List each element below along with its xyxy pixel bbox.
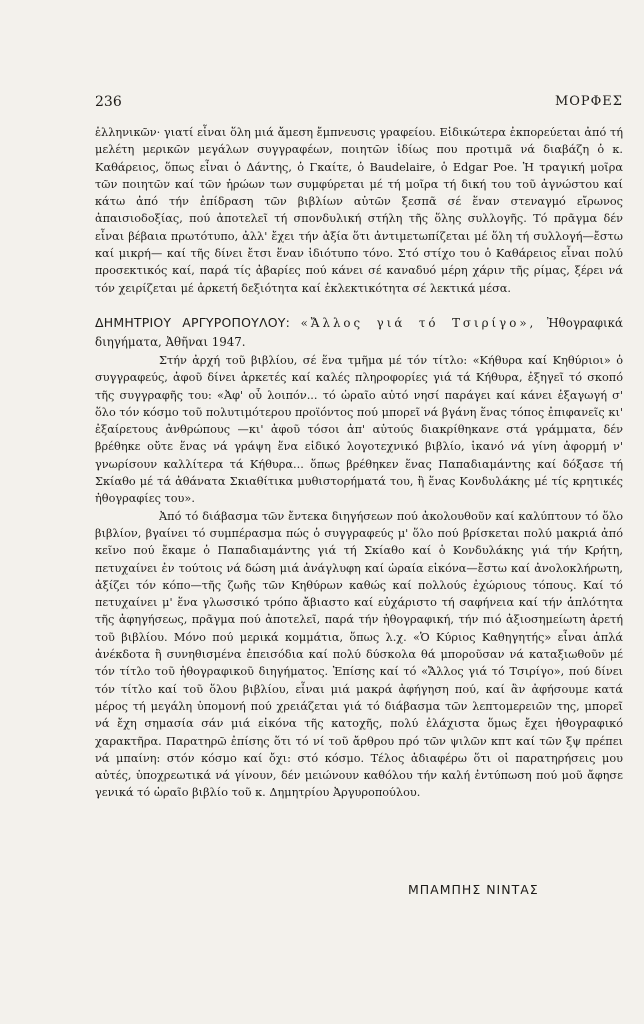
review-heading [95, 313, 623, 352]
body-text [95, 124, 623, 802]
signature: ΜΠΑΜΠΗΣ ΝΙΝΤΑΣ [408, 882, 539, 897]
review-paragraph: Ἀπό τό διάβασμα τῶν ἔντεκα διηγήσεων πού ἀκολουθοῦν καί καλύπτουν τό ὅλο βιβλίον, βγαίνει τό συμπέρασμα πώς ὁ συγγραφεύς μ' ὅλο πού βρίσκεται πολύ μακριά ἀπό κεῖνο πού ἔκαμε ὁ Παπαδιαμάντης γιά τή Σκίαθο καί ὁ Κονδυλάκης γιά τήν Κρήτη, πετυχαίνει ἐν τούτοις νά δώση μιά ἀνάγλυφη καί ὡραία εἰκόνα—ἔστω καί ἀνολοκλήρωτη, ἀξίζει τόν κόπο—τῆς ζωῆς τῶν Κηθύρων καθώς καί πολλούς ἐχώριους τόπους. Καί τό πετυχαίνει μ' ἕνα γλωσσικό τρόπο ἄβιαστο καί εὐχάριστο τή σαφήνεια καί τήν ἁπλότητα τῆς ἀφηγήσεως, πρᾶγμα πού ἀποτελεῖ, παρά τήν ἠθογραφική, τήν πιό ἀξιοσημείωτη ἀρετή τοῦ βιβλίου. Μόνο πού μερικά κομμάτια, ὅπως λ.χ. «Ὁ Κύριος Καθηγητής» εἶναι ἁπλά ἀνέκδοτα ἢ συνηθισμένα ἐπεισόδια καί πολύ δύσκολα θά μποροῦσαν νά καταξιωθοῦν μέ τόν τίτλο τοῦ ἠθογραφικοῦ διηγήματος. Ἐπίσης καί τό «Ἄλλος γιά τό Τσιρίγο», πού δίνει τόν τίτλο καί τοῦ ὅλου βιβλίου, εἶναι μιά μακρά ἀφήγηση πού, καί ἂν ἀφήσουμε κατά μέρος τή μεγάλη ὑπομονή πού χρειάζεται γιά τό διάβασμα τῶν λεπτομερειῶν της, μπορεῖ νά ἔχη σημασία σάν μιά εἰκόνα τῆς κατοχῆς, πολύ ἐλάχιστα ὅμως ἔχει ἠθογραφικό χαρακτῆρα. Παρατηρῶ ἐπίσης ὅτι τό νί τοῦ ἄρθρου πρό τῶν ψιλῶν κπτ καί τῶν ξψ πρέπει νά μπαίνη: στόν κόσμο καί ὄχι: στό κόσμο. Τέλος ἀδιαφέρω ὅτι οἱ παρατηρήσεις μου αὐτές, ὑποχρεωτικά νά γίνουν, δέν μειώνουν καθόλου τήν καλή ἐντύπωση πού μοῦ ἄφησε γενικά τό ὡραῖο βιβλίο τοῦ κ. Δημητρίου Ἀργυροπούλου. [95, 509, 623, 800]
review-subtitle: Ἠθογραφικά διηγήματα, Ἀθῆναι 1947. [95, 315, 624, 349]
continued-paragraph: ἑλληνικῶν· γιατί εἶναι ὅλη μιά ἄμεση ἔμπνευσις γραφείου. Εἰδικώτερα ἐκπορεύεται ἀπό τή μελέτη μερικῶν μεγάλων συγγραφέων, ποιητῶν ἰδίως που προτιμᾶ νά διαβάζη ὁ κ. Καθάρειος, ὅπως εἶναι ὁ Δάντης, ὁ Γκαίτε, ὁ Baudelaire, ὁ Edgar Poe. Ἡ τραγική μοῖρα τῶν ποιητῶν καί τῶν ἡρώων των συμφύρεται μέ τή μοῖρα τή δική του τοῦ ἀγνώστου καί κάτω ἀπό τήν ἐπίδραση τῶν βιβλίων αὐτῶν ξεσπᾶ σέ ἕναν στεναγμό εἴρωνος ἀπαισιοδοξίας, πού ἀποτελεῖ τή σπονδυλική στήλη τῆς ὅλης συλλογῆς. Τό πρᾶγμα δέν εἶναι βέβαια πρωτότυπο, ἀλλ' ἔχει τήν ἀξία ὅτι ἀντιμετωπίζεται μέ ὅλη τή συλλογή—ἔστω καί μικρή— καί τῆς δίνει ἔτσι ἕναν ἰδιότυπο τόνο. Στό στίχο του ὁ Καθάρειος εἶναι πολύ προσεκτικός καί, παρά τίς ἀβαρίες πού κάνει σέ καναδυό μέρη χάριν τῆς ρίμας, ξέρει νά τόν χειρίζεται μέ ἀρκετή δεξιότητα καί ἐκλεκτικότητα σέ λεκτικά μέσα. [95, 126, 623, 295]
page-header [95, 94, 623, 114]
review-paragraph: Στήν ἀρχή τοῦ βιβλίου, σέ ἕνα τμῆμα μέ τόν τίτλο: «Κήθυρα καί Κηθύριοι» ὁ συγγραφεύς, ἀφοῦ δίνει ἀρκετές καί καλές πληροφορίες γιά τά Κήθυρα, ἐξηγεῖ τό σκοπό τῆς συγγραφῆς του: «Ἀφ' οὗ λοιπόν... τό ὡραῖο αὐτό νησί παράγει καί κάνει ἐξαγωγή σ' ὅλο τόν κόσμο τοῦ πολυτιμότερου προϊόντος πού μπορεῖ νά βγάνη ἕνας τόπος ἐπιφανεῖς κι' ἐξαίρετους ἀνθρώπους —κι' ἀφοῦ τόσοι ἀπ' αὐτούς διακρίθηκανε στά γράμματα, δέν βρέθηκε οὔτε ἕνας νά γράψη ἕνα εἰδικό λογοτεχνικό βιβλίο, ἱκανό νά γίνη ἀφορμή ν' γνωρίσουν καλλίτερα τά Κήθυρα... ὅπως βρέθηκεν ἕνας Παπαδιαμάντης καί δόξασε τή Σκίαθο μέ τά ἀθάνατα Σκιαθίτικα μυθιστορήματά του, ἢ ἕνας Κονδυλάκης μέ τίς κρητικές ἠθογραφίες του». [95, 353, 623, 506]
page-number: 236 [95, 94, 122, 110]
review-author: ΔΗΜΗΤΡΙΟΥ ΑΡΓΥΡΟΠΟΥΛΟΥ: [95, 314, 291, 330]
review-title: «Ἄλλος γιά τό Τσιρίγο», [300, 315, 537, 330]
running-head: ΜΟΡΦΕΣ [554, 94, 623, 109]
